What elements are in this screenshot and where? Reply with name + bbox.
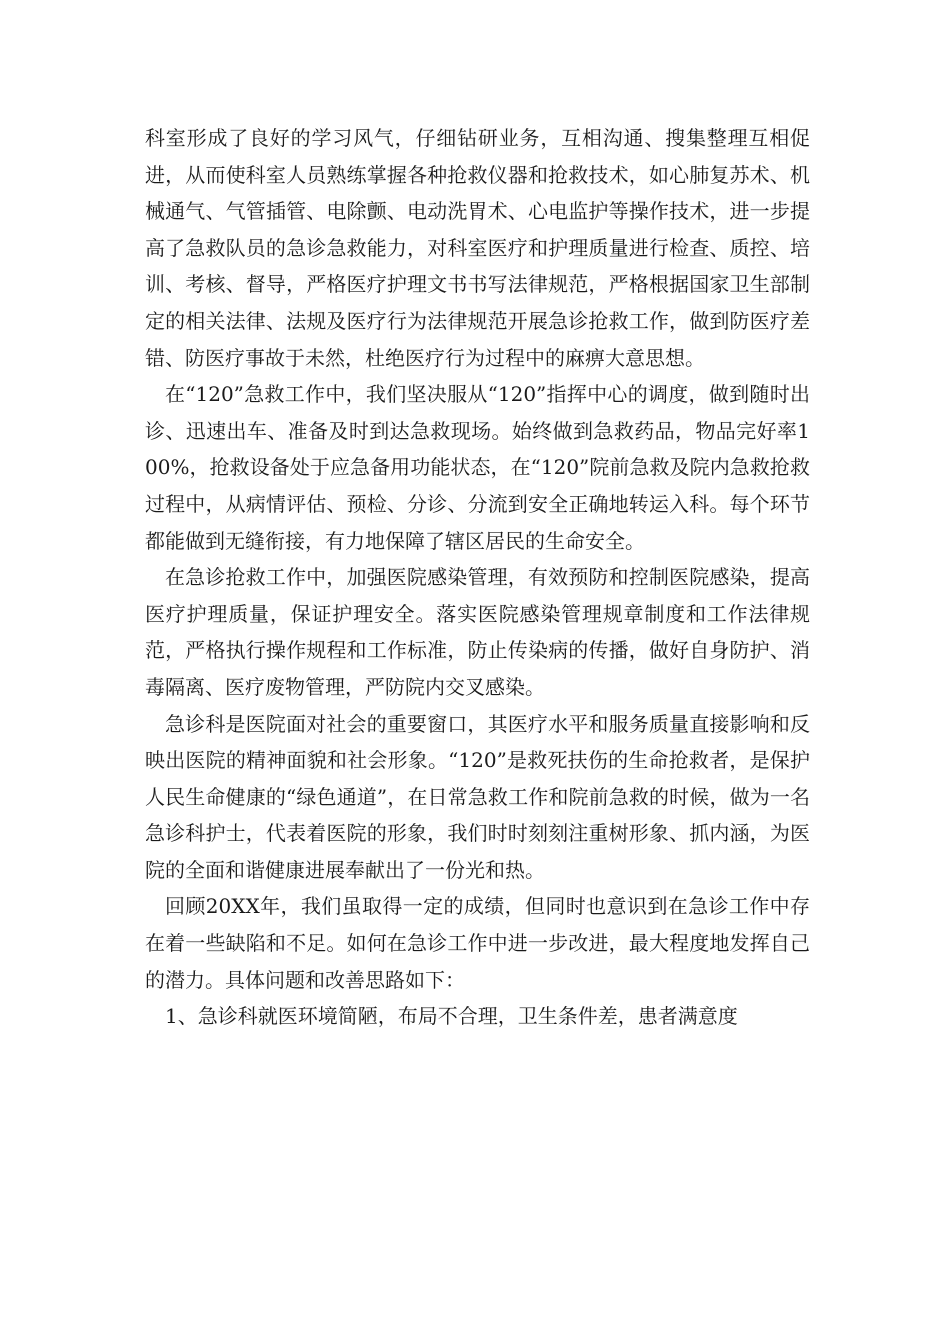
paragraph-year-review: 回顾20XX年，我们虽取得一定的成绩，但同时也意识到在急诊工作中存在着一些缺陷和不足。如何在急诊工作中进一步改进，最大程度地发挥自己的潜力。具体问题和改善思路如下： (145, 894, 810, 992)
paragraph-infection-management: 在急诊抢救工作中，加强医院感染管理，有效预防和控制医院感染，提高医疗护理质量，保证护理安全。落实医院感染管理规章制度和工作法律规范，严格执行操作规程和工作标准，防止传染病的传播，做好自身防护、消毒隔离、医疗废物管理，严防院内交叉感染。 (145, 565, 810, 699)
paragraph-issue-1: 1、急诊科就医环境简陋，布局不合理，卫生条件差，患者满意度 (165, 1004, 738, 1029)
paragraph-120-emergency-work: 在“120”急救工作中，我们坚决服从“120”指挥中心的调度，做到随时出诊、迅速出车、准备及时到达急救现场。始终做到急救药品，物品完好率100%，抢救设备处于应急备用功能状态，在“120”院前急救及院内急救抢救过程中，从病情评估、预检、分诊、分流到安全正确地转运入科。每个环节都能做到无缝衔接，有力地保障了辖区居民的生命安全。 (145, 382, 810, 553)
document-body (145, 120, 810, 1035)
paragraph-study-atmosphere: 科室形成了良好的学习风气，仔细钻研业务，互相沟通、搜集整理互相促进，从而使科室人员熟练掌握各种抢救仪器和抢救技术，如心肺复苏术、机械通气、气管插管、电除颤、电动洗胃术、心电监护等操作技术，进一步提高了急救队员的急诊急救能力，对科室医疗和护理质量进行检查、质控、培训、考核、督导，严格医疗护理文书书写法律规范，严格根据国家卫生部制定的相关法律、法规及医疗行为法律规范开展急诊抢救工作，做到防医疗差错、防医疗事故于未然，杜绝医疗行为过程中的麻痹大意思想。 (145, 126, 810, 370)
paragraph-emergency-window: 急诊科是医院面对社会的重要窗口，其医疗水平和服务质量直接影响和反映出医院的精神面貌和社会形象。“120”是救死扶伤的生命抢救者，是保护人民生命健康的“绿色通道”，在日常急救工作和院前急救的时候，做为一名急诊科护士，代表着医院的形象，我们时时刻刻注重树形象、抓内涵，为医院的全面和谐健康进展奉献出了一份光和热。 (145, 711, 810, 882)
